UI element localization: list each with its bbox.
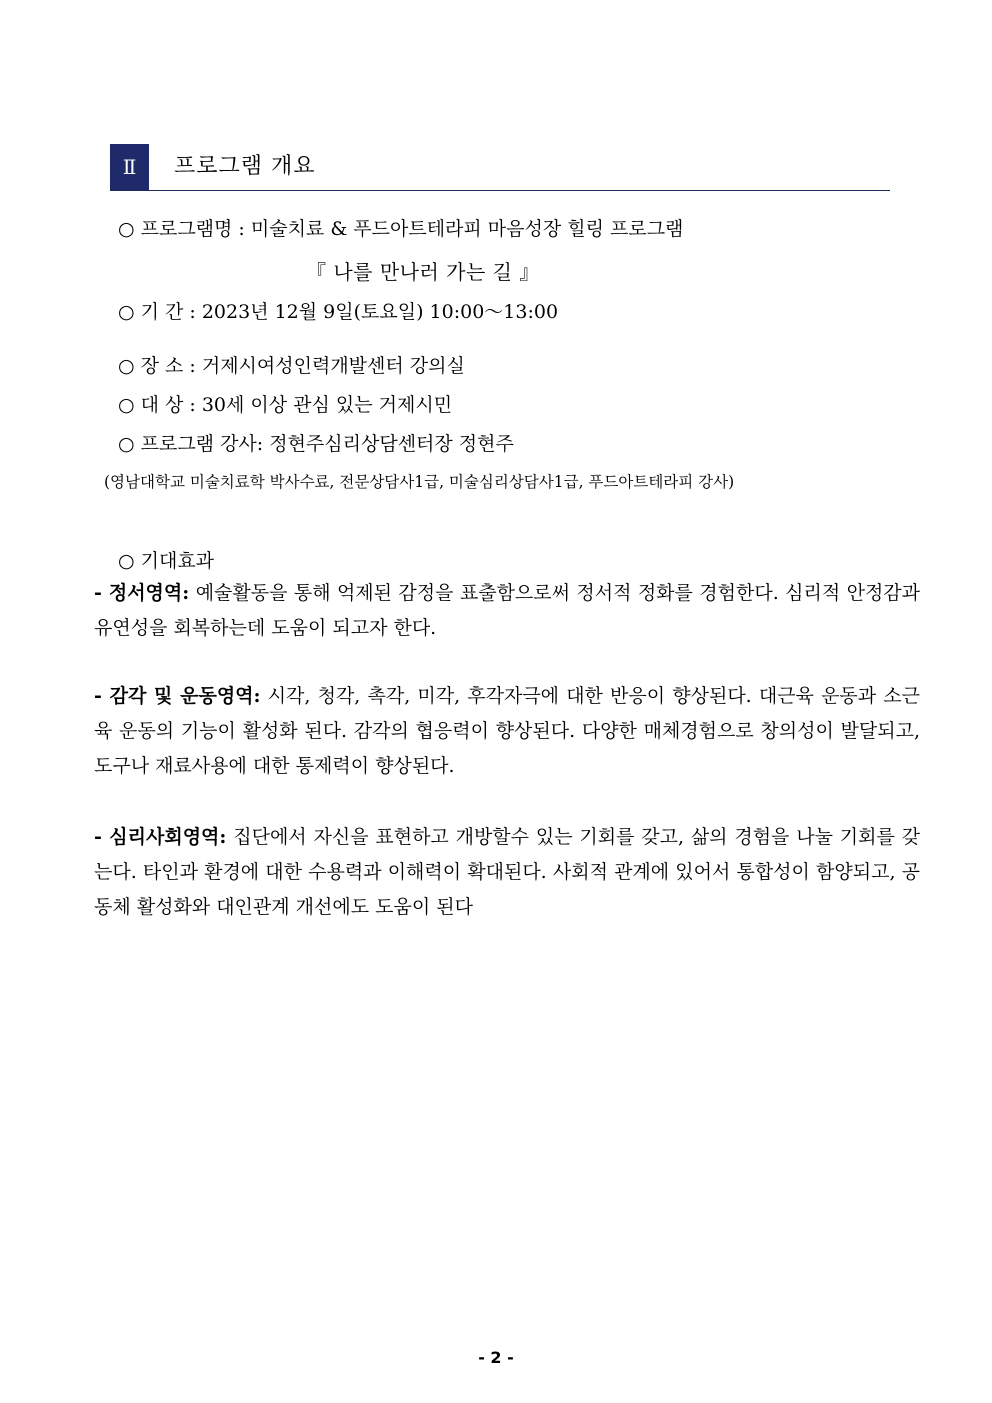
page-number: - 2 - (478, 1348, 514, 1367)
section-title: 프로그램 개요 (174, 154, 316, 179)
effect-sensory-text: 시각, 청각, 촉각, 미각, 후각자극에 대한 반응이 향상된다. 대근육 운동과 소근육 운동의 기능이 활성화 된다. 감각의 협응력이 향상된다. 다양한 매체경험으로 창의성이 발달되고, 도구나 재료사용에 대한 통제력이 향상된다. (94, 685, 920, 777)
effect-psychosocial-text: 집단에서 자신을 표현하고 개방할수 있는 기회를 갖고, 삶의 경험을 나눌 기회를 갖는다. 타인과 환경에 대한 수용력과 이해력이 확대된다. 사회적 관계에 있어서 통합성이 함양되고, 공동체 활성화와 대인관계 개선에도 도움이 된다 (94, 826, 920, 918)
effect-psychosocial-lead: - 심리사회영역: (94, 826, 227, 848)
effect-psychosocial-paragraph (94, 820, 920, 925)
effect-sensory-lead: - 감각 및 운동영역: (94, 685, 261, 707)
instructor-line: ○ 프로그램 강사: 정현주심리상담센터장 정현주 (118, 433, 514, 455)
effect-sensory-paragraph (94, 679, 920, 784)
place-line: ○ 장 소 : 거제시여성인력개발센터 강의실 (118, 355, 465, 377)
effect-emotional-text: 예술활동을 통해 억제된 감정을 표출함으로써 정서적 정화를 경험한다. 심리적 안정감과 유연성을 회복하는데 도움이 되고자 한다. (94, 582, 921, 639)
section-header (110, 144, 890, 191)
program-subtitle: 『 나를 만나러 가는 길 』 (306, 260, 540, 284)
effect-emotional-paragraph (94, 576, 920, 646)
period-line: ○ 기 간 : 2023년 12월 9일(토요일) 10:00～13:00 (118, 301, 559, 323)
section-number-box: Ⅱ (110, 144, 149, 190)
program-name-line: ○ 프로그램명 : 미술치료 & 푸드아트테라피 마음성장 힐링 프로그램 (118, 218, 684, 240)
instructor-bio: (영남대학교 미술치료학 박사수료, 전문상담사1급, 미술심리상담사1급, 푸드아트테라피 강사) (104, 473, 735, 491)
effect-emotional-lead: - 정서영역: (94, 582, 190, 604)
target-line: ○ 대 상 : 30세 이상 관심 있는 거제시민 (118, 394, 453, 416)
effects-heading: ○ 기대효과 (118, 550, 215, 572)
